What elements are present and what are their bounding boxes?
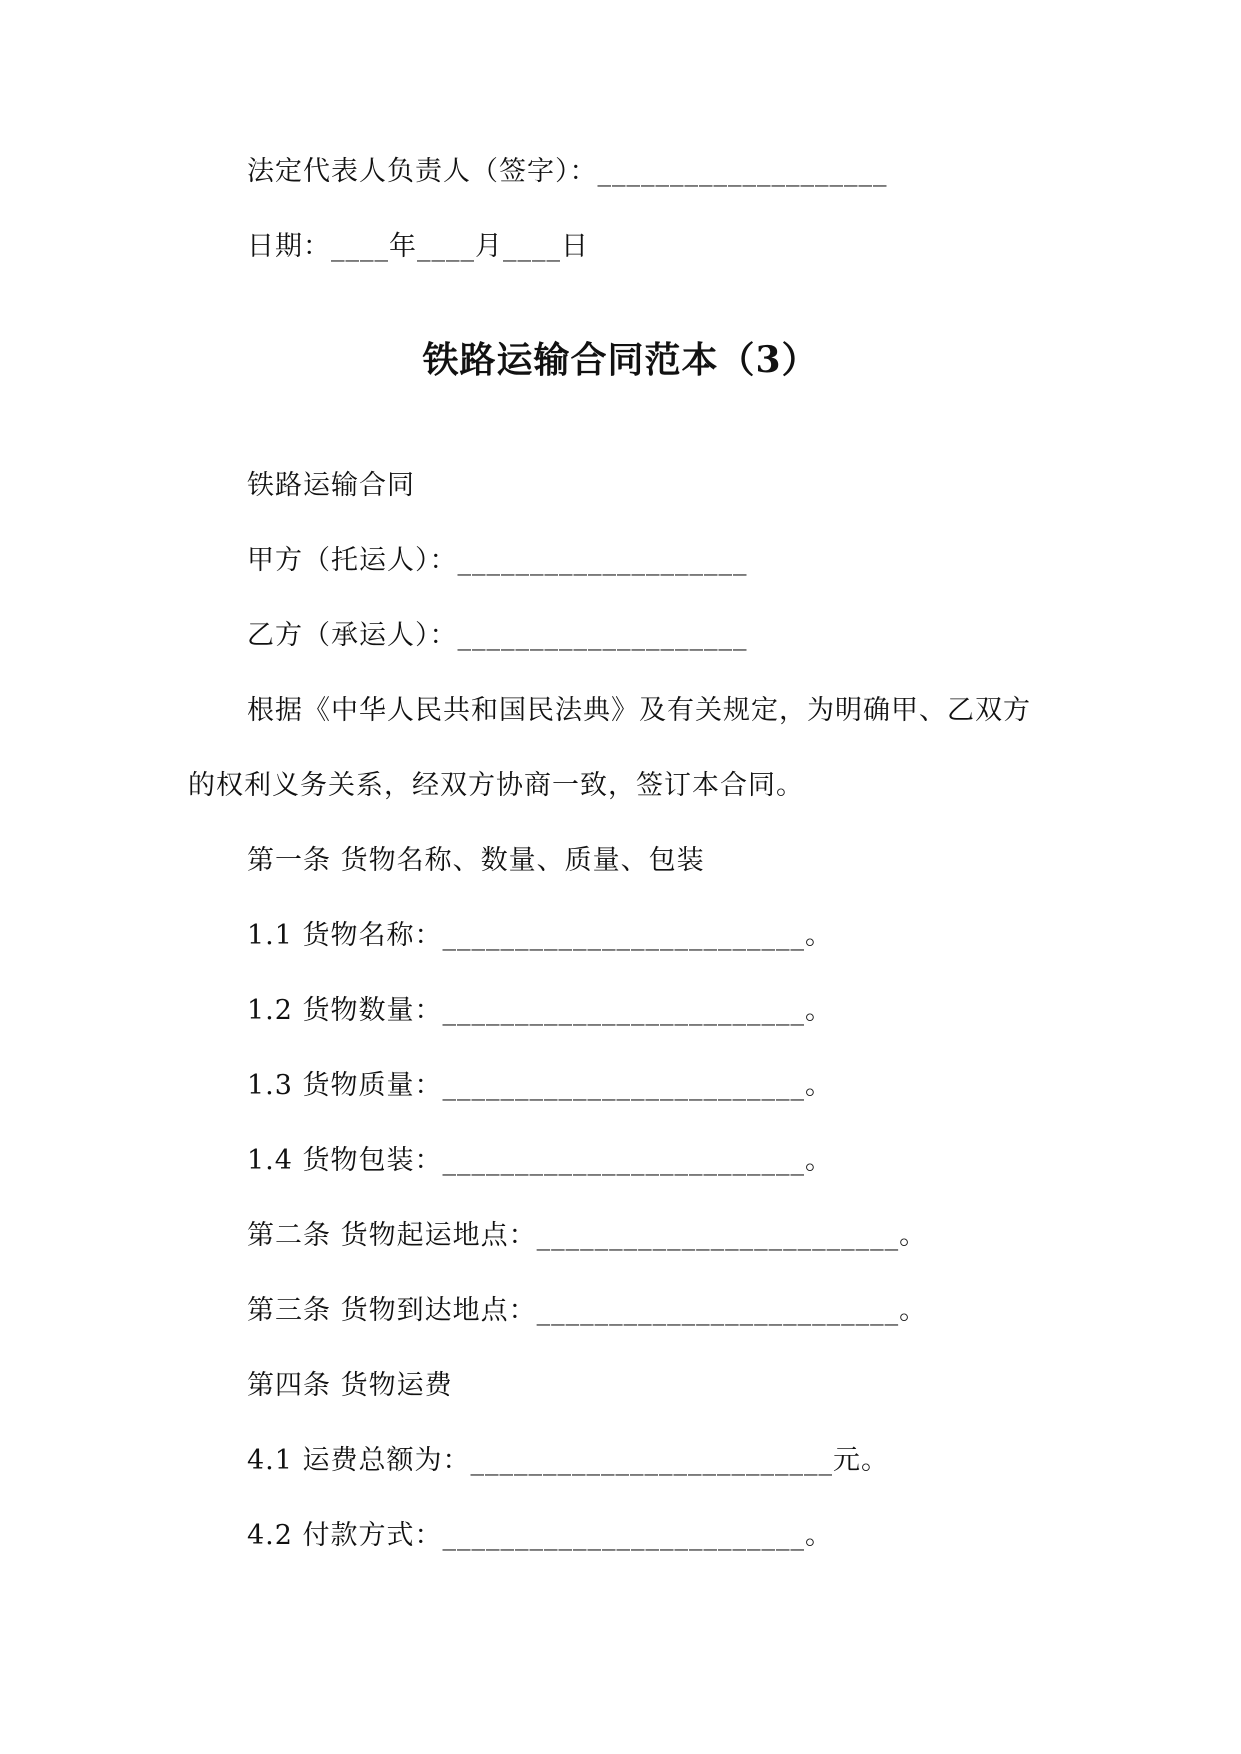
preamble-line-2: 的权利义务关系，经双方协商一致，签订本合同。 [188, 770, 804, 801]
preamble-line-1: 根据《中华人民共和国民法典》及有关规定，为明确甲、乙双方 [247, 695, 1031, 726]
item-1-2: 1.2 货物数量：_________________________。 [247, 995, 834, 1026]
article-3: 第三条 货物到达地点：_________________________。 [247, 1295, 928, 1326]
item-4-2: 4.2 付款方式：_________________________。 [247, 1520, 834, 1551]
item-1-4: 1.4 货物包装：_________________________。 [247, 1145, 834, 1176]
date-line: 日期：____年____月____日 [247, 231, 589, 262]
article-1-title: 第一条 货物名称、数量、质量、包装 [247, 845, 705, 876]
legal-rep-signature-line: 法定代表人负责人（签字）：____________________ [247, 156, 888, 187]
page-title: 铁路运输合同范本（3） [422, 339, 819, 381]
party-a-line: 甲方（托运人）：____________________ [247, 545, 748, 576]
item-1-1: 1.1 货物名称：_________________________。 [247, 920, 834, 951]
item-4-1: 4.1 运费总额为：_________________________元。 [247, 1445, 890, 1476]
article-2: 第二条 货物起运地点：_________________________。 [247, 1220, 928, 1251]
article-4-title: 第四条 货物运费 [247, 1370, 453, 1401]
contract-heading: 铁路运输合同 [247, 470, 415, 501]
party-b-line: 乙方（承运人）：____________________ [247, 620, 748, 651]
item-1-3: 1.3 货物质量：_________________________。 [247, 1070, 834, 1101]
